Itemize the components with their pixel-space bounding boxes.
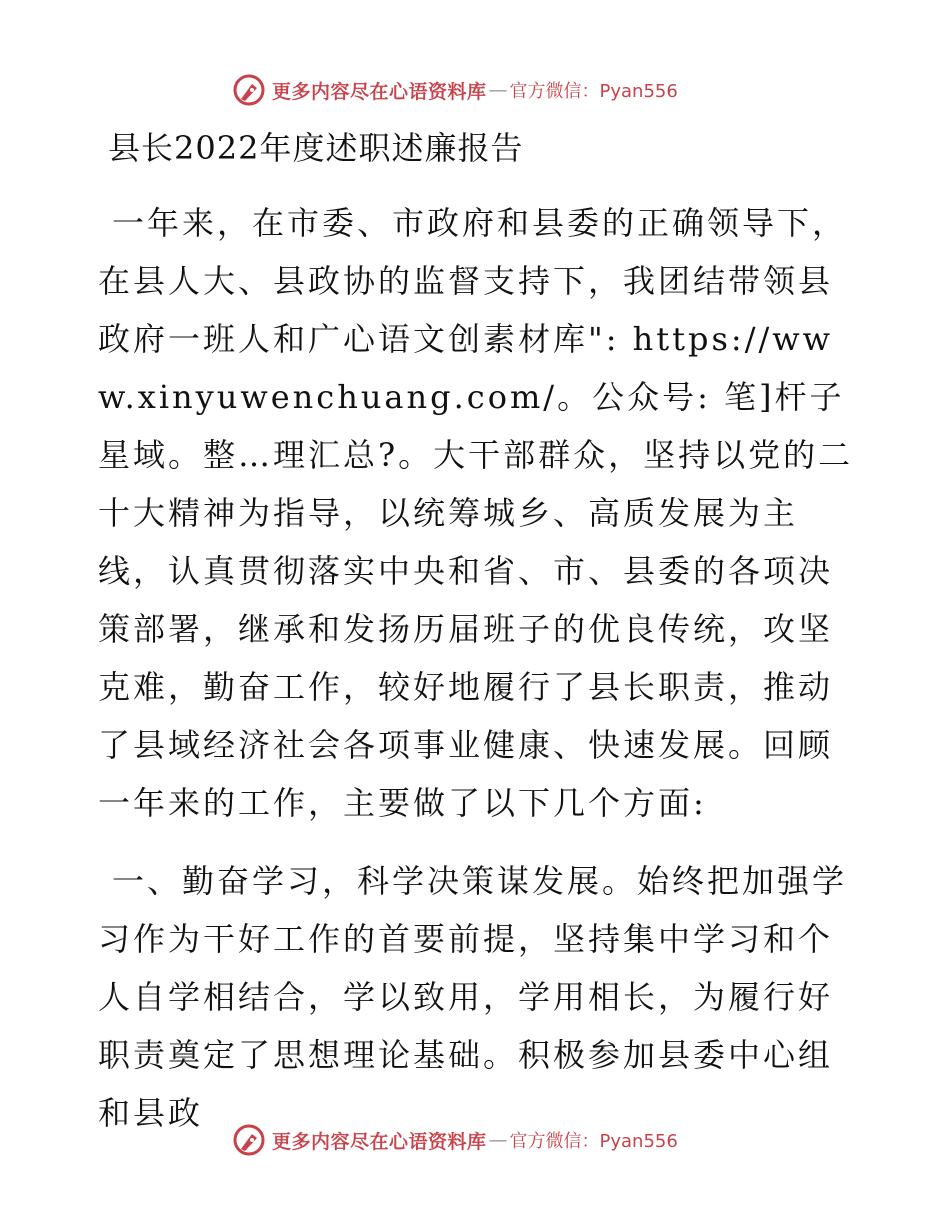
watermark-banner-top bbox=[232, 72, 678, 108]
pen-nib-circle-icon bbox=[232, 73, 266, 107]
watermark-brand: 更多内容尽在心语资料库 bbox=[272, 1130, 487, 1153]
paragraph-intro: 一年来，在市委、市政府和县委的正确领导下，在县人大、县政协的监督支持下，我团结带领县政府一班人和广心语文创素材库": https://www.xinyuwenchuang.com/。公众号: 笔]杆子星域。整…理汇总?。大干部群众，坚持以党的二十大精神为指导，以统筹城乡、高质发展为主线，认真贯彻落实中央和省、市、县委的各项决策部署，继承和发扬历届班子的优良传统，攻坚克难，勤奋工作，较好地履行了县长职责，推动了县域经济社会各项事业健康、快速发展。回顾一年来的工作，主要做了以下几个方面: bbox=[98, 204, 854, 822]
watermark-contact: 官方微信：Pyan556 bbox=[509, 81, 678, 102]
watermark-separator: — bbox=[488, 79, 508, 101]
watermark-banner-bottom bbox=[232, 1122, 678, 1158]
watermark-brand: 更多内容尽在心语资料库 bbox=[272, 80, 487, 103]
watermark-contact: 官方微信：Pyan556 bbox=[509, 1131, 678, 1152]
pen-nib-circle-icon bbox=[232, 1123, 266, 1157]
paragraph-section-one: 一、勤奋学习，科学决策谋发展。始终把加强学习作为干好工作的首要前提，坚持集中学习和个人自学相结合，学以致用，学用相长，为履行好职责奠定了思想理论基础。积极参加县委中心组和县政 bbox=[98, 862, 848, 1132]
watermark-separator: — bbox=[488, 1129, 508, 1151]
document-title: 县长2022年度述职述廉报告 bbox=[108, 129, 524, 167]
